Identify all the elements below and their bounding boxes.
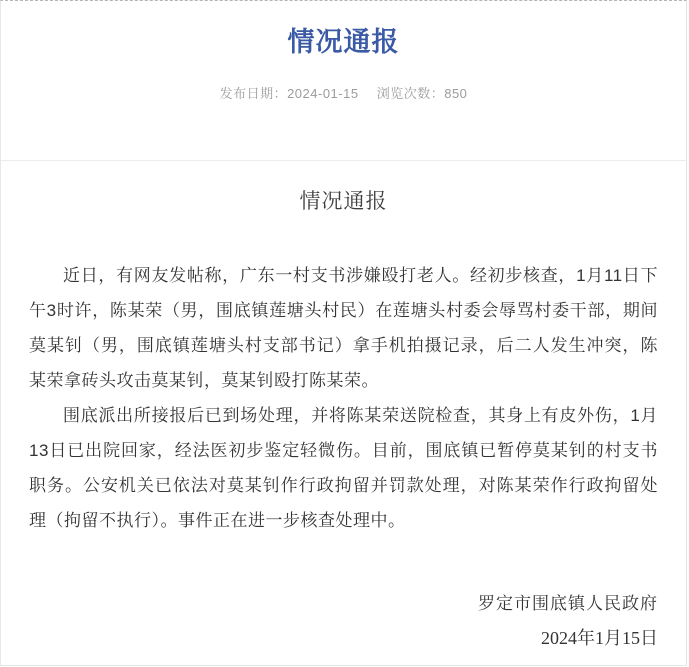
signature-block — [29, 586, 658, 656]
signature: 罗定市围底镇人民政府 — [478, 594, 658, 613]
publish-date — [220, 86, 359, 101]
meta-row — [1, 85, 686, 103]
article-body — [29, 258, 658, 538]
view-count-value: 850 — [444, 86, 468, 101]
view-count-label: 浏览次数： — [376, 86, 445, 101]
article-heading: 情况通报 — [299, 190, 388, 213]
article-paragraph: 围底派出所接报后已到场处理，并将陈某荣送院检查，其身上有皮外伤，1月13日已出院回家，经法医初步鉴定轻微伤。目前，围底镇已暂停莫某钊的村支书职务。公安机关已依法对莫某钊作行政拘留并罚款处理，对陈某荣作行政拘留处理（拘留不执行）。事件正在进一步核查处理中。 — [29, 406, 658, 530]
publish-date-label: 发布日期： — [219, 86, 288, 101]
page-title: 情况通报 — [287, 27, 400, 57]
article — [1, 191, 686, 656]
signature-date: 2024年1月15日 — [541, 628, 658, 648]
content-divider — [1, 160, 686, 161]
article-paragraph: 近日，有网友发帖称，广东一村支书涉嫌殴打老人。经初步核查，1月11日下午3时许，陈某荣（男，围底镇莲塘头村民）在莲塘头村委会辱骂村委干部，期间莫某钊（男，围底镇莲塘头村支部书记）拿手机拍摄记录，后二人发生冲突，陈某荣拿砖头攻击莫某钊，莫某钊殴打陈某荣。 — [29, 266, 658, 390]
publish-date-value: 2024-01-15 — [287, 86, 359, 101]
view-count — [377, 86, 468, 101]
